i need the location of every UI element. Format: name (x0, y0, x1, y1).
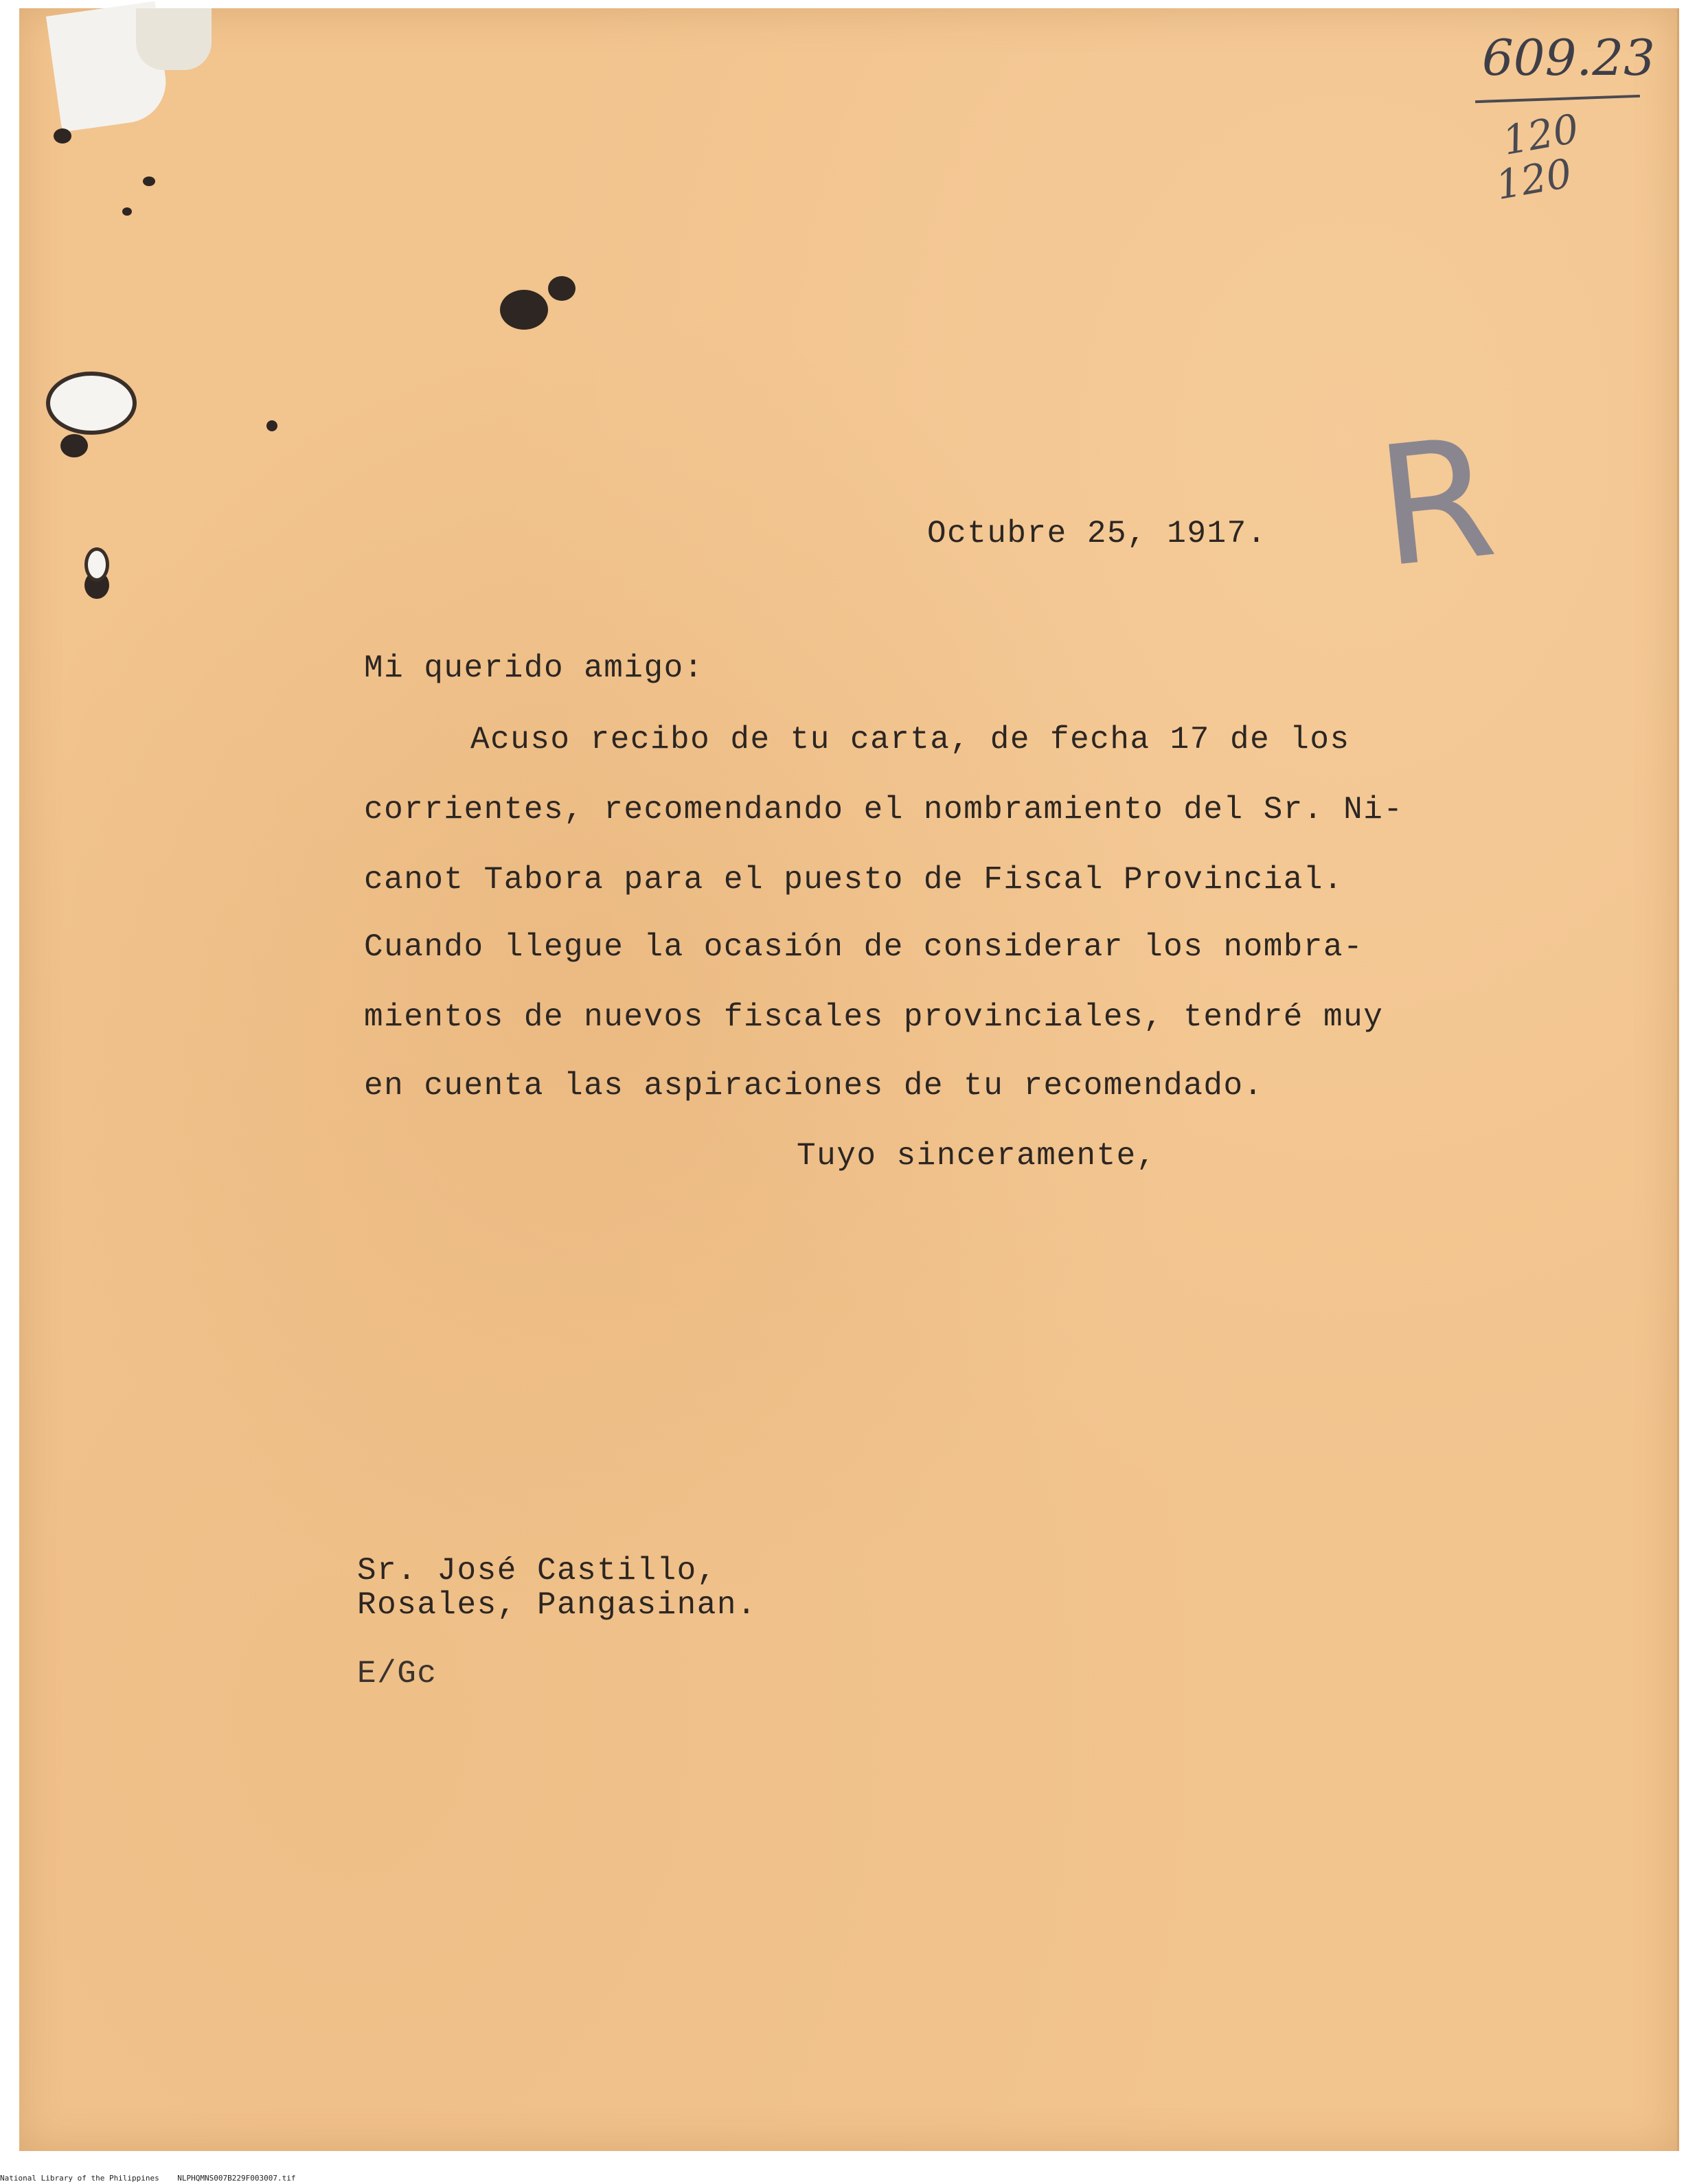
body-line: mientos de nuevos fiscales provinciales, tendré muy (364, 999, 1384, 1035)
margin-note-1: 120 (1499, 104, 1582, 165)
letter-date: Octubre 25, 1917. (927, 516, 1267, 551)
torn-flap (136, 8, 212, 70)
library-credit: National Library of the Philippines (0, 2174, 159, 2183)
scan-filename: NLPHQMNS007B229F003007.tif (177, 2174, 296, 2183)
ink-stain (54, 128, 71, 144)
salutation: Mi querido amigo: (364, 650, 704, 686)
file-number-annotation: 609.23 (1482, 29, 1655, 87)
margin-note-2: 120 (1492, 149, 1575, 209)
recipient-name: Sr. José Castillo, (357, 1553, 717, 1589)
body-line: canot Tabora para el puesto de Fiscal Provincial. (364, 862, 1344, 898)
letter-page (19, 8, 1679, 2151)
ink-stain (500, 290, 548, 330)
ink-stain (60, 434, 88, 457)
initial-mark: R (1369, 401, 1503, 604)
ink-stain (122, 207, 132, 216)
ink-stain (143, 177, 155, 186)
body-line: corrientes, recomendando el nombramiento del Sr. Ni- (364, 792, 1404, 828)
body-line: Cuando llegue la ocasión de considerar los nombra- (364, 929, 1364, 965)
scan-footer (0, 2174, 295, 2183)
ink-stain (548, 276, 576, 301)
closing: Tuyo sinceramente, (797, 1138, 1157, 1174)
body-line: en cuenta las aspiraciones de tu recomendado. (364, 1068, 1264, 1104)
punch-hole (88, 551, 106, 578)
annotation-underline (1475, 95, 1640, 103)
recipient-location: Rosales, Pangasinan. (357, 1587, 758, 1623)
reference-initials: E/Gc (357, 1656, 437, 1692)
punch-hole (50, 376, 133, 431)
body-line: Acuso recibo de tu carta, de fecha 17 de los (470, 722, 1350, 758)
ink-stain (266, 420, 277, 431)
